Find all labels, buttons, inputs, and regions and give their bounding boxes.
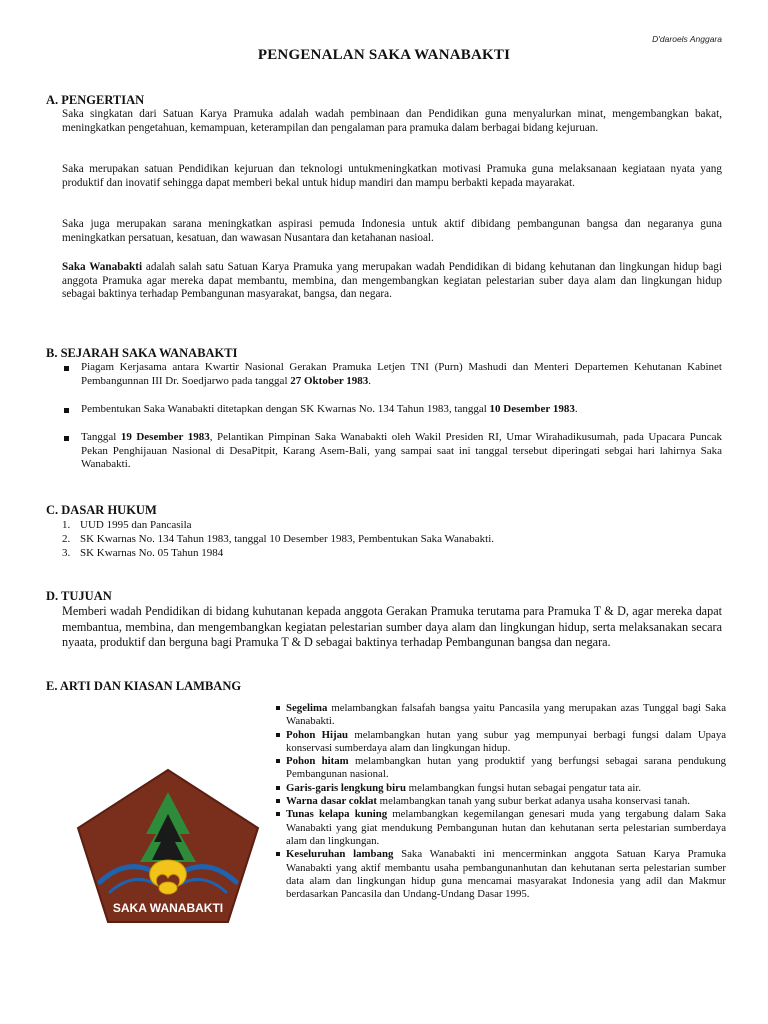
bullet-square — [276, 706, 280, 710]
history-item-3 — [64, 431, 722, 472]
item-text: melambangkan tanah yang subur berkat adanya usaha konservasi tanah. — [376, 795, 690, 808]
list-number: 1. — [62, 519, 71, 531]
item-term: Pohon hitam — [286, 755, 349, 768]
section-e-heading: E. ARTI DAN KIASAN LAMBANG — [46, 679, 242, 693]
history-item-2-end: . — [574, 403, 578, 415]
item-term: Tunas kelapa kuning — [286, 808, 388, 821]
bullet-square — [64, 366, 69, 371]
legal-basis-list — [62, 518, 722, 560]
bullet-square — [276, 759, 280, 763]
bullet-square — [276, 852, 280, 856]
bullet-square — [64, 408, 69, 413]
bullet-square — [276, 812, 280, 816]
item-text: melambangkan kegemilangan genesari muda yang tergabung dalam Saka Wanabakti yang giat mendukung Pembangunan hutan dan kehutanan serta pelestarian sumberdaya alam dan lingkungan. — [286, 808, 726, 847]
list-item — [62, 546, 722, 560]
list-text: SK Kwarnas No. 134 Tahun 1983, tanggal 10 Desember 1983, Pembentukan Saka Wanabakti. — [80, 533, 495, 545]
item-term: Warna dasar coklat — [286, 795, 377, 808]
paragraph-4-text: adalah salah satu Satuan Karya Pramuka yang merupakan wadah Pendidikan di bidang kehutanan dan lingkungan hidup bagi anggota Pramuka agar mereka dapat membantu, membina, dan mengembangkan kegiatan pelestarian suber daya alam dan lingkungan hidup sebagai baktinya terhadap Pembangunan masyarakat, bangsa, dan negara. — [62, 261, 722, 301]
item-term: Keseluruhan lambang — [286, 848, 394, 861]
author-name: D'daroels Anggara — [652, 34, 722, 44]
list-number: 2. — [62, 533, 71, 545]
history-item-2-text: Pembentukan Saka Wanabakti ditetapkan dengan SK Kwarnas No. 134 Tahun 1983, tanggal — [81, 403, 490, 415]
coconut-icon — [159, 882, 177, 894]
bullet-square — [276, 786, 280, 790]
list-item — [276, 848, 726, 901]
history-item-1-date: 27 Oktober 1983 — [290, 374, 369, 387]
section-a-paragraph-3: Saka juga merupakan sarana meningkatkan aspirasi pemuda Indonesia untuk aktif dibidang pembangunan bangsa dan negaranya guna meningkatkan persatuan, kesatuan, dan wawasan Nusantara dan ketahanan nasioal. — [62, 218, 722, 244]
list-item — [276, 729, 726, 756]
item-term: Pohon Hijau — [286, 728, 349, 741]
list-item — [62, 518, 722, 532]
list-item — [62, 532, 722, 546]
section-a-heading: A. PENGERTIAN — [46, 93, 145, 107]
list-item — [276, 755, 726, 782]
saka-wanabakti-term: Saka Wanabakti — [62, 261, 143, 273]
section-d-heading: D. TUJUAN — [46, 589, 112, 603]
list-number: 3. — [62, 547, 71, 559]
list-item — [276, 702, 726, 729]
emblem-label: SAKA WANABAKTI — [112, 901, 224, 915]
list-item — [276, 795, 726, 808]
bullet-square — [64, 436, 69, 441]
list-text: SK Kwarnas No. 05 Tahun 1984 — [80, 547, 224, 559]
page-title: PENGENALAN SAKA WANABAKTI — [257, 47, 511, 63]
item-text: melambangkan hutan yang produktif yang berfungsi sebagai sarana pendukung Pembangunan nasional. — [286, 755, 727, 781]
saka-wanabakti-emblem — [72, 764, 264, 928]
history-item-2 — [64, 403, 722, 417]
item-text: melambangkan fungsi hutan sebagai pengatur tata air. — [405, 781, 642, 794]
bullet-square — [276, 799, 280, 803]
section-c-heading: C. DASAR HUKUM — [46, 503, 157, 517]
history-item-1-text: Piagam Kerjasama antara Kwartir Nasional Gerakan Pramuka Letjen TNI (Purn) Mashudi dan Menteri Departemen Kehutanan Kabinet Pembangunnan III Dr. Soedjarwo pada tanggal — [81, 361, 722, 387]
emblem-meaning-list — [276, 702, 726, 901]
item-text: melambangkan hutan yang subur yag mempunyai berbagi fungsi dalam Upaya konservasi sumberdaya alam dan lingkungan hidup. — [286, 728, 727, 754]
item-term: Segelima — [286, 702, 328, 714]
list-item — [276, 782, 726, 795]
section-d-text: Memberi wadah Pendidikan di bidang kuhutanan kepada anggota Gerakan Pramuka terutama para Pramuka T & D, agar mereka dapat membantua, membina, dan mengembangkan kegiatan pelestarian sumber daya alam dan lingkungan hidup, serta melaksanakan secara nyaata, produktif dan berguna bagi Pramuka T & D sebagai baktinya terhadap Pembangunan bangsa dan negara. — [62, 604, 722, 650]
history-item-3-pre: Tanggal — [81, 431, 121, 443]
bullet-square — [276, 733, 280, 737]
history-item-1 — [64, 361, 722, 388]
item-text: Saka Wanabakti ini mencerminkan anggota Satuan Karya Pramuka Wanabakti yang aktif membantu usaha pembangunanhutan dan kehutanan serta pelestarian sumber data alam dan lingkungan hidup guna mencamai masyarakat Indonesia yang adil dan Makmur berdasarkan Pancasila dan Undang-Undang Dasar 1995. — [286, 848, 726, 901]
history-item-2-date: 10 Desember 1983 — [489, 403, 575, 415]
list-text: UUD 1995 dan Pancasila — [80, 519, 192, 531]
section-a-paragraph-4 — [62, 261, 722, 302]
list-item — [276, 808, 726, 848]
history-item-3-text: , Pelantikan Pimpinan Saka Wanabakti oleh Wakil Presiden RI, Umar Wirahadikusumah, pada Upacara Puncak Pekan Penghijauan Nasional di DesaPitpit, Karang Asem-Bali, yang sampai saat ini tanggal tersebut diperingati sebgai hari lahirnya Saka Wanabakti. — [81, 431, 722, 471]
section-a-paragraph-2: Saka merupakan satuan Pendidikan kejuruan dan teknologi untukmeningkatkan motivasi Pramuka guna melaksanaan kegiataan nyata yang produktif dan inovatif sehingga dapat memberi bekal untuk hidup mandiri dan mampu berbakti kepada mayarakat. — [62, 163, 722, 189]
item-text: melambangkan falsafah bangsa yaitu Pancasila yang merupakan azas Tunggal bagi Saka Wanabakti. — [286, 702, 726, 728]
section-a-paragraph-1: Saka singkatan dari Satuan Karya Pramuka adalah wadah pembinaan dan Pendidikan guna menyalurkan minat, mengembangkan bakat, meningkatkan pengetahuan, kemampuan, keterampilan dan pengalaman para pramuka dalam berbagai bidang kejuruan. — [62, 108, 722, 134]
history-item-3-date: 19 Desember 1983 — [120, 431, 210, 443]
section-b-heading: B. SEJARAH SAKA WANABAKTI — [46, 346, 238, 360]
item-term: Garis-garis lengkung biru — [286, 781, 406, 794]
history-item-1-end: . — [368, 374, 372, 387]
